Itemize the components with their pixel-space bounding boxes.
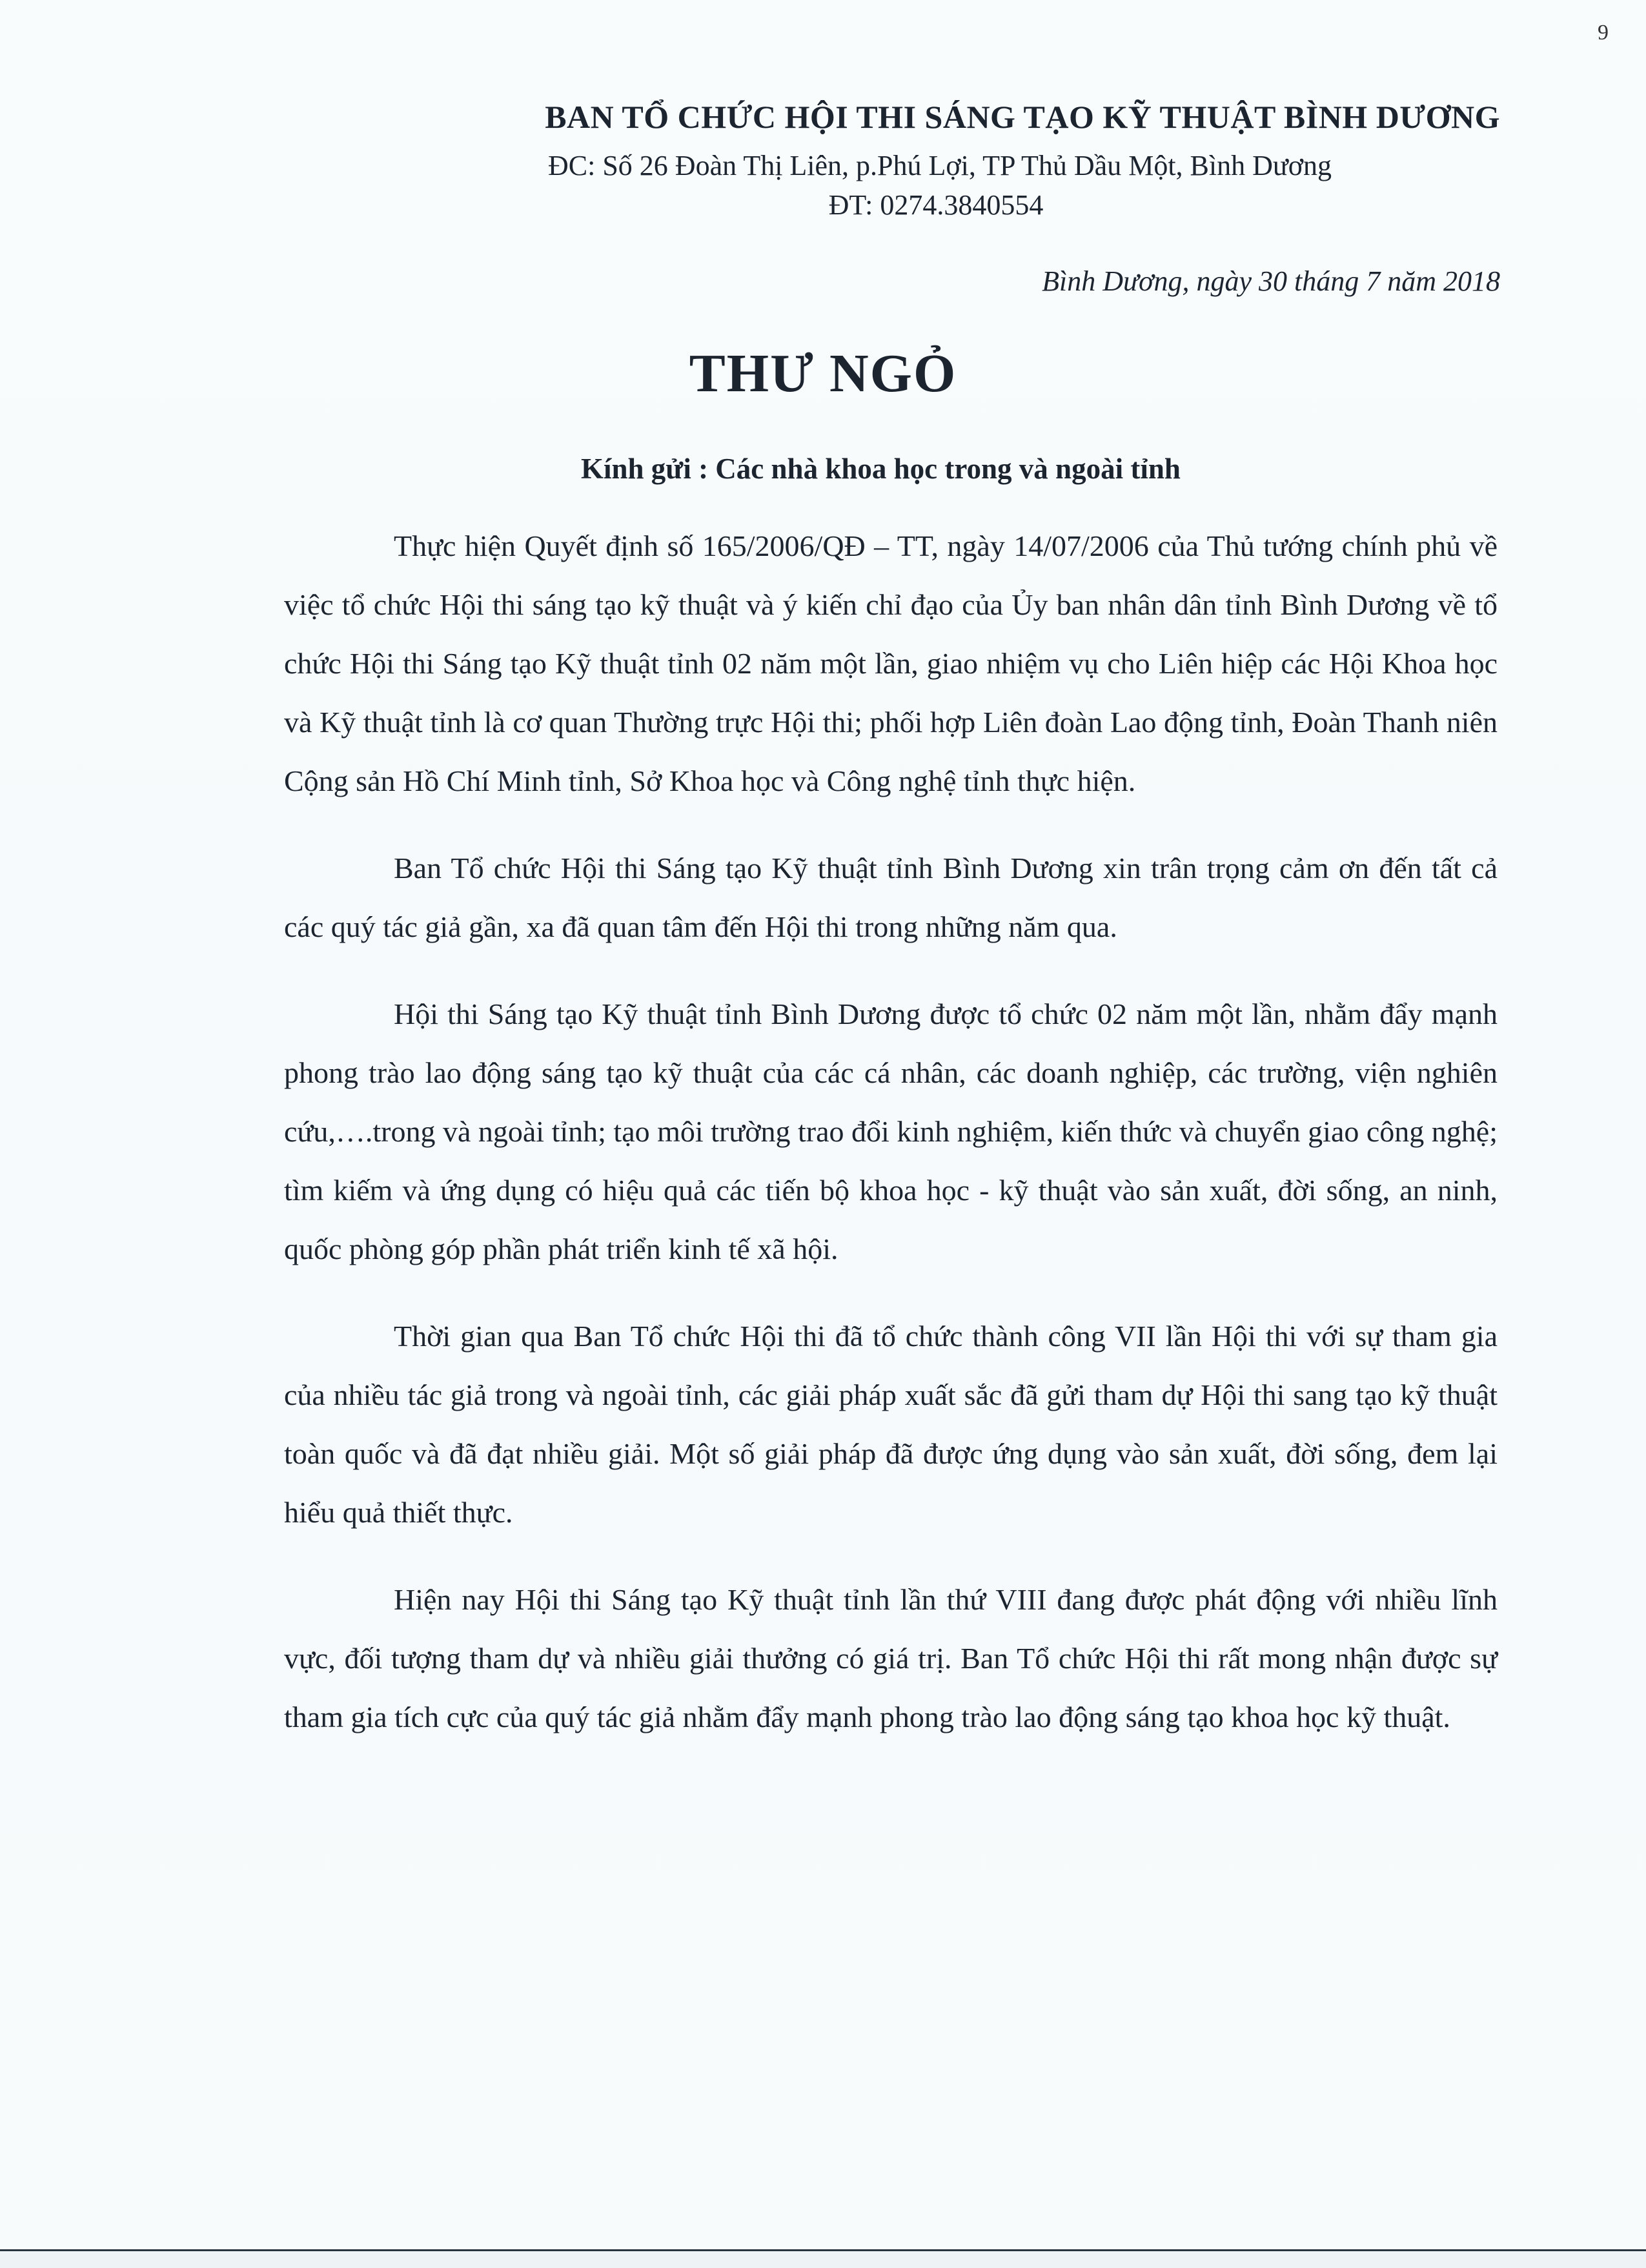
salutation: Kính gửi : Các nhà khoa học trong và ngoài tỉnh xyxy=(581,453,1181,485)
body-paragraph: Ban Tổ chức Hội thi Sáng tạo Kỹ thuật tỉnh Bình Dương xin trân trọng cảm ơn đến tất cả các quý tác giả gần, xa đã quan tâm đến Hội thi trong những năm qua. xyxy=(284,852,1498,943)
body-paragraph: Thực hiện Quyết định số 165/2006/QĐ – TT, ngày 14/07/2006 của Thủ tướng chính phủ về việc tổ chức Hội thi sáng tạo kỹ thuật và ý kiến chỉ đạo của Ủy ban nhân dân tỉnh Bình Dương về tổ chức Hội thi Sáng tạo Kỹ thuật tỉnh 02 năm một lần, giao nhiệm vụ cho Liên hiệp các Hội Khoa học và Kỹ thuật tỉnh là cơ quan Thường trực Hội thi; phối hợp Liên đoàn Lao động tỉnh, Đoàn Thanh niên Cộng sản Hồ Chí Minh tỉnh, Sở Khoa học và Công nghệ tỉnh thực hiện. xyxy=(284,529,1498,797)
body-paragraph: Hiện nay Hội thi Sáng tạo Kỹ thuật tỉnh lần thứ VIII đang được phát động với nhiều lĩnh vực, đối tượng tham dự và nhiều giải thưởng có giá trị. Ban Tổ chức Hội thi rất mong nhận được sự tham gia tích cực của quý tác giả nhằm đẩy mạnh phong trào lao động sáng tạo khoa học kỹ thuật. xyxy=(284,1583,1498,1733)
organization-name: BAN TỔ CHỨC HỘI THI SÁNG TẠO KỸ THUẬT BÌNH DƯƠNG xyxy=(545,99,1500,135)
date-line: Bình Dương, ngày 30 tháng 7 năm 2018 xyxy=(1042,265,1500,297)
scan-bottom-edge xyxy=(0,2249,1646,2268)
body-paragraph: Thời gian qua Ban Tổ chức Hội thi đã tổ chức thành công VII lần Hội thi với sự tham gia của nhiều tác giả trong và ngoài tỉnh, các giải pháp xuất sắc đã gửi tham dự Hội thi sang tạo kỹ thuật toàn quốc và đã đạt nhiều giải. Một số giải pháp đã được ứng dụng vào sản xuất, đời sống, đem lại hiểu quả thiết thực. xyxy=(284,1320,1498,1529)
body-paragraph: Hội thi Sáng tạo Kỹ thuật tỉnh Bình Dương được tổ chức 02 năm một lần, nhằm đẩy mạnh phong trào lao động sáng tạo kỹ thuật của các cá nhân, các doanh nghiệp, các trường, viện nghiên cứu,….trong và ngoài tỉnh; tạo môi trường trao đổi kinh nghiệm, kiến thức và chuyển giao công nghệ; tìm kiếm và ứng dụng có hiệu quả các tiến bộ khoa học - kỹ thuật vào sản xuất, đời sống, an ninh, quốc phòng góp phần phát triển kinh tế xã hội. xyxy=(284,997,1498,1265)
letter-body xyxy=(284,516,1498,1775)
organization-address: ĐC: Số 26 Đoàn Thị Liên, p.Phú Lợi, TP Thủ Dầu Một, Bình Dương xyxy=(547,150,1332,181)
letter-header xyxy=(545,96,1500,138)
organization-phone: ĐT: 0274.3840554 xyxy=(828,189,1044,221)
letter-title: THƯ NGỎ xyxy=(689,343,957,404)
page-corner-mark: 9 xyxy=(1598,21,1609,45)
